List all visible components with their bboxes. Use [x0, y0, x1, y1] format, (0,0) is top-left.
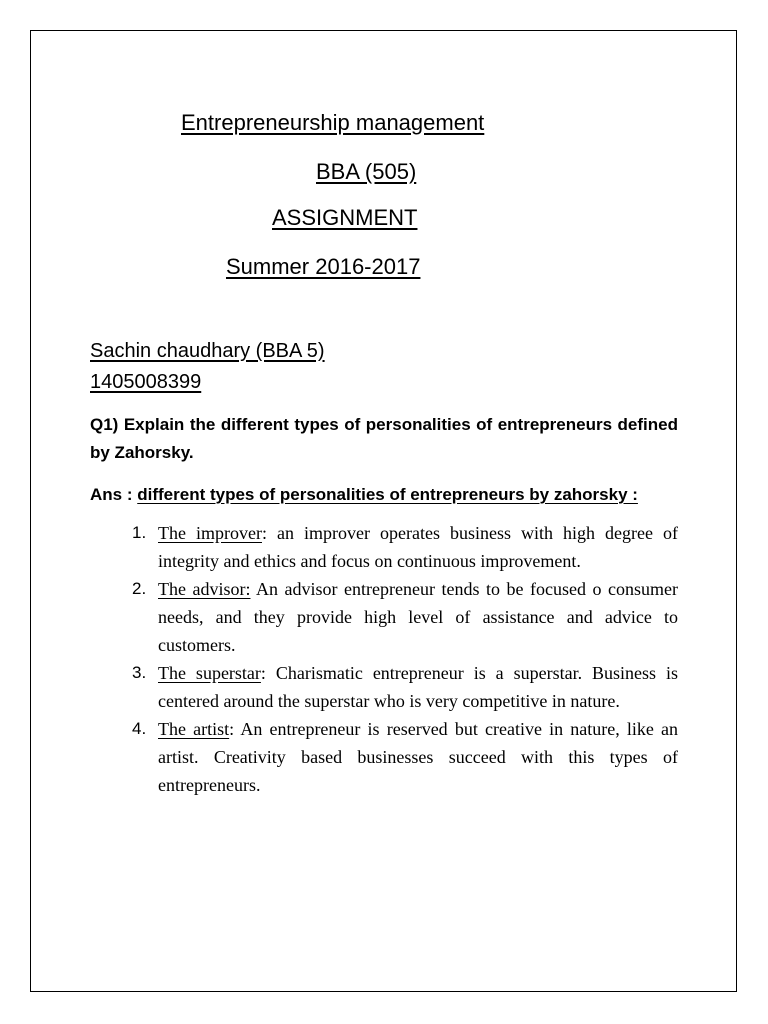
course-title: Entrepreneurship management: [181, 110, 485, 135]
answer-heading: different types of personalities of entrepreneurs by zahorsky :: [137, 485, 638, 504]
list-item-colon: :: [260, 663, 266, 683]
course-code: BBA (505): [316, 159, 417, 184]
personality-list: [132, 519, 678, 799]
student-id: 1405008399: [90, 371, 202, 393]
list-item-number: 1.: [132, 523, 147, 542]
list-item-number: 2.: [132, 579, 147, 598]
list-item: [132, 659, 678, 715]
list-item-term: The improver: [158, 523, 262, 543]
list-item: [132, 519, 678, 575]
list-item: [132, 715, 678, 799]
document-type: ASSIGNMENT: [272, 205, 418, 230]
list-item-term: The advisor:: [158, 579, 251, 599]
list-item-body: [158, 715, 678, 799]
answer-line: [90, 482, 638, 508]
answer-prefix: Ans :: [90, 485, 138, 504]
list-item-body: [158, 575, 678, 659]
list-item-body: [158, 519, 678, 575]
list-item-colon: :: [229, 719, 235, 739]
list-item-body: [158, 659, 678, 715]
list-item-colon: :: [261, 523, 267, 543]
list-item-text: an improver operates business with high degree of integrity and ethics and focus on continuous improvement.: [158, 523, 678, 571]
list-item-text: Charismatic entrepreneur is a superstar. Business is centered around the superstar who is very competitive in nature.: [158, 663, 678, 711]
list-item-number: 4.: [132, 719, 147, 738]
list-item-term: The artist: [158, 719, 230, 739]
list-item-term: The superstar: [158, 663, 261, 683]
list-item-text: An advisor entrepreneur tends to be focused o consumer needs, and they provide high level of assistance and advice to customers.: [158, 579, 678, 655]
list-item-number: 3.: [132, 663, 147, 682]
question-text: Q1) Explain the different types of personalities of entrepreneurs defined by Zahorsky.: [90, 415, 678, 462]
list-item: [132, 575, 678, 659]
list-item-text: An entrepreneur is reserved but creative in nature, like an artist. Creativity based businesses succeed with this types of entrepreneurs.: [158, 719, 678, 795]
student-name: Sachin chaudhary (BBA 5): [90, 340, 325, 362]
term-title: Summer 2016-2017: [226, 254, 421, 279]
